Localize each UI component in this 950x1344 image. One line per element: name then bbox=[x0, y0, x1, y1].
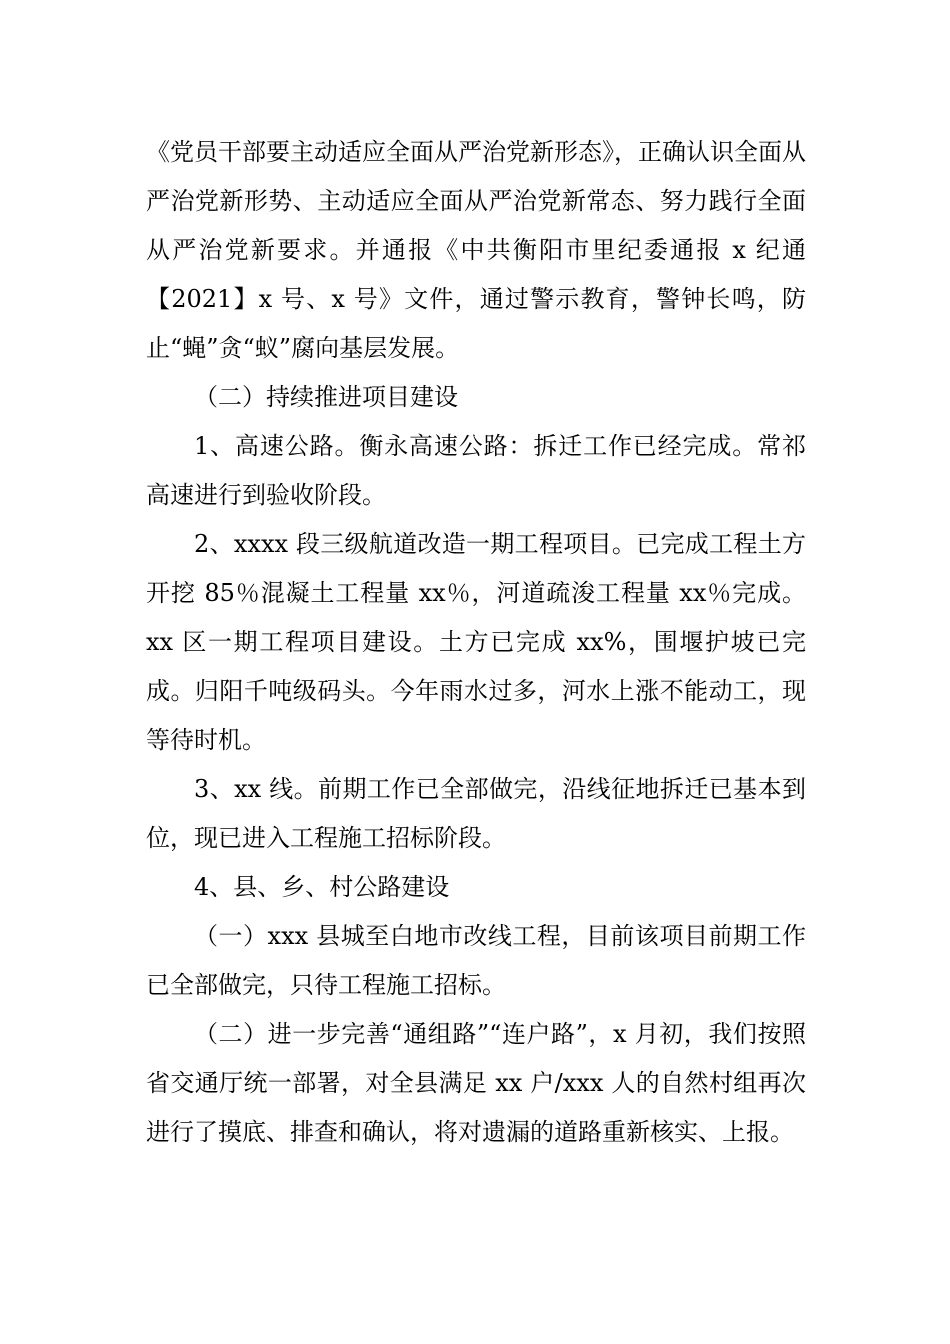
paragraph-xx-line: 3、xx 线。前期工作已全部做完，沿线征地拆迁已基本到位，现已进入工程施工招标阶段。 bbox=[146, 775, 806, 852]
subheading-road-construction: 4、县、乡、村公路建设 bbox=[194, 873, 450, 901]
paragraph-village-road: （二）进一步完善“通组路”“连户路”，x 月初，我们按照省交通厅统一部署，对全县满足 xx 户/xxx 人的自然村组再次进行了摸底、排查和确认，将对遗漏的道路重新核实、上报。 bbox=[146, 1020, 806, 1146]
paragraph-waterway: 2、xxxx 段三级航道改造一期工程项目。已完成工程土方开挖 85％混凝土工程量 xx％，河道疏浚工程量 xx％完成。xx 区一期工程项目建设。土方已完成 xx%，围堰护坡已完成。归阳千吨级码头。今年雨水过多，河水上涨不能动工，现等待时机。 bbox=[146, 530, 806, 754]
document-body bbox=[146, 128, 806, 1157]
paragraph-county-road: （一）xxx 县城至白地市改线工程，目前该项目前期工作已全部做完，只待工程施工招标。 bbox=[146, 922, 806, 999]
paragraph-continuation: 《党员干部要主动适应全面从严治党新形态》，正确认识全面从严治党新形势、主动适应全面从严治党新常态、努力践行全面从严治党新要求。并通报《中共衡阳市里纪委通报 x 纪通【2021】x 号、x 号》文件，通过警示教育，警钟长鸣，防止“蝇”贪“蚁”腐向基层发展。 bbox=[146, 138, 806, 362]
section-heading-project-construction: （二）持续推进项目建设 bbox=[194, 383, 458, 411]
paragraph-highway: 1、高速公路。衡永高速公路：拆迁工作已经完成。常祁高速进行到验收阶段。 bbox=[146, 432, 806, 509]
